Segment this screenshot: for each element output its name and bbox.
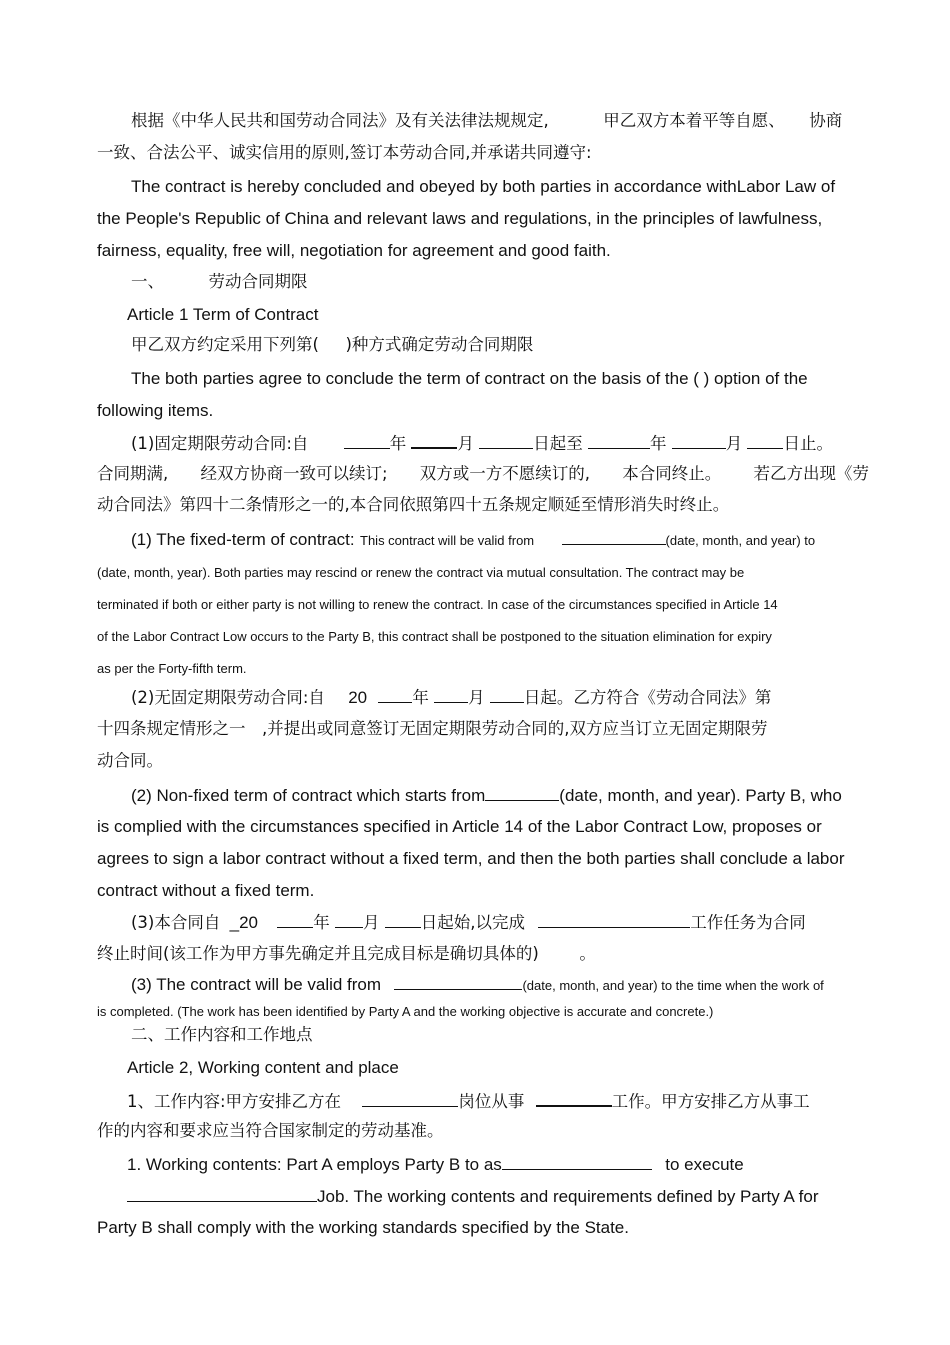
- option-3-task-blank[interactable]: [538, 911, 690, 928]
- option-2-month-char: 月: [468, 688, 485, 707]
- option-3-day-blank[interactable]: [385, 911, 421, 928]
- option-2-en-line-3: agrees to sign a labor contract without a fixed term, and then the both parties shall conclude a labor: [97, 849, 845, 868]
- option-2-zh-line-2: [97, 718, 768, 740]
- article-2-item-1-zh-line-1: [127, 1089, 810, 1113]
- preamble-en-line-3: fairness, equality, free will, negotiation for agreement and good faith.: [97, 241, 611, 260]
- preamble-zh-part-c: 协商: [809, 111, 843, 130]
- option-2-day-blank[interactable]: [490, 686, 524, 703]
- option-3-year-prefix: _20: [229, 913, 258, 932]
- option-1-zh-label: (1)固定期限劳动合同:自: [131, 434, 309, 453]
- option-2-zh-line-3: 动合同。: [97, 751, 163, 770]
- article-2-heading-en: Article 2, Working content and place: [127, 1058, 399, 1077]
- option-3-zh-line-2: [97, 943, 596, 965]
- article-2-en-a: 1. Working contents: Part A employs Party B to as: [127, 1155, 502, 1174]
- option-2-en-line-2: is complied with the circumstances specified in Article 14 of the Labor Contract Low, proposes or: [97, 817, 822, 836]
- option-2-zh-2a: 十四条规定情形之一: [97, 719, 246, 738]
- article-1-number-zh: 一、: [131, 272, 164, 291]
- option-1-zh-line-3: 动合同法》第四十二条情形之一的,本合同依照第四十五条规定顺延至情形消失时终止。: [97, 495, 730, 514]
- option-2-en-lead: (2) Non-fixed term of contract which starts from: [131, 786, 486, 805]
- option-1-start-year-blank[interactable]: [344, 432, 390, 449]
- article-2-position-blank[interactable]: [362, 1090, 458, 1107]
- option-2-year-blank[interactable]: [378, 686, 412, 703]
- article-2-heading-zh: 二、工作内容和工作地点: [131, 1025, 313, 1044]
- article-2-en-position-blank[interactable]: [502, 1153, 652, 1170]
- article-2-work-blank[interactable]: [536, 1089, 612, 1107]
- option-3-month-char: 月: [363, 913, 380, 932]
- option-3-en-line-2: is completed. (The work has been identified by Party A and the working objective is accurate and concrete.): [97, 1004, 714, 1019]
- article-2-item-1-en-line-2: [127, 1185, 867, 1208]
- article-1-intro-en-text: The both parties agree to conclude the term of contract on the basis of the ( ) option of the: [131, 369, 808, 388]
- option-1-start-day-blank[interactable]: [479, 432, 533, 449]
- option-1-start-month-blank[interactable]: [411, 431, 457, 449]
- option-3-en-line-1: [131, 973, 824, 997]
- article-2-en-line-2-text: Job. The working contents and requirements defined by Party A for: [317, 1187, 819, 1206]
- option-2-zh-line-1: [131, 686, 771, 709]
- option-1-en-valid-from: This contract will be valid from: [360, 533, 535, 548]
- option-1-end-year-blank[interactable]: [588, 432, 650, 449]
- article-2-zh-a: 1、工作内容:甲方安排乙方在: [127, 1092, 342, 1111]
- option-1-en-date-to: (date, month, and year) to: [665, 533, 816, 548]
- option-2-en-line-4: contract without a fixed term.: [97, 881, 315, 900]
- option-2-zh-label: (2)无固定期限劳动合同:自: [131, 688, 325, 707]
- option-2-en-date-blank[interactable]: [485, 784, 559, 801]
- option-1-month-char: 月: [457, 434, 474, 453]
- article-2-item-1-en-line-1: [127, 1153, 744, 1176]
- option-1-end-day-blank[interactable]: [747, 432, 783, 449]
- option-3-year-blank[interactable]: [277, 911, 313, 928]
- option-3-task-text: 工作任务为合同: [690, 913, 806, 932]
- option-1-zh-2d: 本合同终止。: [622, 464, 722, 483]
- option-2-day-text: 日起。乙方符合《劳动合同法》第: [523, 688, 772, 707]
- option-2-month-blank[interactable]: [434, 686, 468, 703]
- option-1-en-lead: (1) The fixed-term of contract:: [131, 530, 355, 549]
- option-3-en-date-text: (date, month, and year) to the time when the work of: [522, 978, 824, 993]
- option-1-en-line-4: of the Labor Contract Low occurs to the Party B, this contract shall be postponed to the situation elimination for expiry: [97, 629, 772, 644]
- option-3-zh-2a: 终止时间(该工作为甲方事先确定并且完成目标是确切具体的): [97, 944, 539, 963]
- option-3-zh-line-1: [131, 911, 806, 934]
- option-1-en-line-5: as per the Forty-fifth term.: [97, 661, 247, 676]
- option-3-day-text: 日起始,以完成: [420, 913, 525, 932]
- article-2-en-b: to execute: [665, 1155, 744, 1174]
- preamble-zh-part-b: 甲乙双方本着平等自愿、: [603, 111, 785, 130]
- option-3-year-char: 年: [313, 913, 330, 932]
- option-2-en-line-1: [131, 784, 842, 807]
- option-1-en-line-1: [131, 528, 815, 552]
- option-1-zh-2c: 双方或一方不愿续订的,: [419, 464, 591, 483]
- option-2-year-char: 年: [412, 688, 429, 707]
- option-1-end-month-char: 月: [725, 434, 743, 453]
- preamble-zh-line-2: 一致、合法公平、诚实信用的原则,签订本劳动合同,并承诺共同遵守:: [97, 143, 592, 162]
- article-1-intro-en-line-1: [131, 368, 871, 390]
- article-1-heading-zh: [131, 271, 308, 293]
- article-2-en-job-blank[interactable]: [127, 1185, 317, 1202]
- option-1-zh-line-1: [131, 431, 833, 455]
- option-3-en-date-blank[interactable]: [394, 973, 522, 990]
- preamble-zh-line-1: [131, 110, 842, 132]
- option-2-year-prefix: 20: [348, 688, 368, 707]
- article-1-title-zh: 劳动合同期限: [208, 272, 308, 291]
- option-3-month-blank[interactable]: [335, 911, 363, 928]
- article-1-intro-zh-a: 甲乙双方约定采用下列第(: [131, 335, 319, 354]
- option-1-zh-line-2: [97, 463, 869, 485]
- option-1-end-year-char: 年: [649, 434, 667, 453]
- option-1-en-line-2-text: (date, month, year). Both parties may rescind or renew the contract via mutual consultation. The contract may be: [97, 565, 745, 580]
- article-2-zh-b: 岗位从事: [458, 1092, 525, 1111]
- option-3-zh-2b: 。: [579, 944, 596, 963]
- article-1-intro-en-line-2: following items.: [97, 401, 214, 420]
- option-1-zh-2e: 若乙方出现《劳: [753, 464, 869, 483]
- article-1-intro-zh: [131, 334, 533, 356]
- article-1-intro-zh-b: )种方式确定劳动合同期限: [345, 335, 534, 354]
- preamble-en-line-1: The contract is hereby concluded and obeyed by both parties in accordance withLabor Law of: [131, 177, 836, 196]
- option-1-en-line-2: [97, 562, 870, 584]
- article-2-item-1-zh-line-2: 作的内容和要求应当符合国家制定的劳动基准。: [97, 1121, 444, 1140]
- option-1-from-to: 日起至: [533, 434, 583, 453]
- article-2-item-1-en-line-3: Party B shall comply with the working standards specified by the State.: [97, 1218, 629, 1237]
- option-3-zh-label: (3)本合同自: [131, 913, 221, 932]
- option-1-zh-2a: 合同期满,: [97, 464, 169, 483]
- option-2-zh-2b: ,并提出或同意签订无固定期限劳动合同的,双方应当订立无固定期限劳: [262, 719, 768, 738]
- option-1-en-line-3: terminated if both or either party is not willing to renew the contract. In case of the circumstances specified in Article 14: [97, 597, 778, 612]
- option-1-zh-2b: 经双方协商一致可以续订;: [200, 464, 388, 483]
- article-2-zh-c: 工作。甲方安排乙方从事工: [611, 1092, 810, 1111]
- option-3-en-lead: (3) The contract will be valid from: [131, 975, 382, 994]
- option-1-en-date-blank[interactable]: [562, 528, 666, 545]
- preamble-en-line-2: the People's Republic of China and relevant laws and regulations, in the principles of lawfulness,: [97, 209, 823, 228]
- article-1-heading-en: Article 1 Term of Contract: [127, 305, 319, 324]
- option-1-end-month-blank[interactable]: [672, 432, 726, 449]
- option-1-until: 日止。: [783, 434, 833, 453]
- option-2-en-date-text: (date, month, and year). Party B, who: [559, 786, 842, 805]
- preamble-zh-part-a: 根据《中华人民共和国劳动合同法》及有关法律法规规定,: [131, 111, 549, 130]
- option-1-year-char: 年: [389, 434, 407, 453]
